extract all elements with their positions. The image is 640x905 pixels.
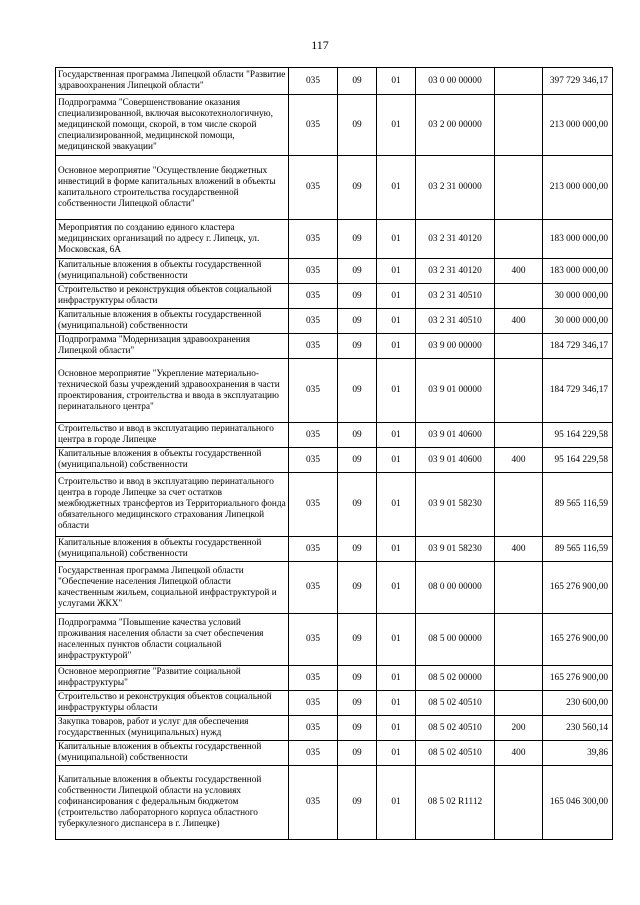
- row-name: Закупка товаров, работ и услуг для обеспечения государственных (муниципальных) нужд: [56, 716, 289, 741]
- page-number: 117: [311, 38, 329, 52]
- section-code: 09: [338, 359, 377, 423]
- amount: 184 729 346,17: [543, 359, 613, 423]
- table-row: [56, 716, 613, 741]
- section-code: 09: [338, 448, 377, 473]
- ministry-code: 035: [289, 537, 338, 562]
- section-code: 09: [338, 716, 377, 741]
- section-code: 09: [338, 666, 377, 691]
- expense-type-code: [495, 359, 543, 423]
- amount: 165 276 900,00: [543, 614, 613, 666]
- row-name: Капитальные вложения в объекты государственной (муниципальной) собственности: [56, 259, 289, 284]
- target-code: 03 9 01 58230: [416, 537, 495, 562]
- ministry-code: 035: [289, 473, 338, 537]
- expense-type-code: [495, 666, 543, 691]
- table-row: [56, 95, 613, 156]
- table-row: [56, 423, 613, 448]
- row-name: Строительство и ввод в эксплуатацию перинатального центра в городе Липецке: [56, 423, 289, 448]
- subsection-code: 01: [377, 156, 416, 220]
- target-code: 08 0 00 00000: [416, 562, 495, 614]
- ministry-code: 035: [289, 68, 338, 95]
- table-row: [56, 448, 613, 473]
- amount: 213 000 000,00: [543, 156, 613, 220]
- amount: 39,86: [543, 741, 613, 766]
- expense-type-code: [495, 284, 543, 309]
- section-code: 09: [338, 259, 377, 284]
- subsection-code: 01: [377, 448, 416, 473]
- row-name: Государственная программа Липецкой области "Обеспечение населения Липецкой области качественным жильем, социальной инфраструктурой и услугами ЖКХ": [56, 562, 289, 614]
- section-code: 09: [338, 156, 377, 220]
- amount: 30 000 000,00: [543, 284, 613, 309]
- budget-table-body: [56, 68, 613, 840]
- row-name: Строительство и ввод в эксплуатацию перинатального центра в городе Липецке за счет остатков межбюджетных трансфертов из Территориального фонда обязательного медицинского страхования Липецкой области: [56, 473, 289, 537]
- target-code: 03 2 31 40120: [416, 220, 495, 259]
- subsection-code: 01: [377, 741, 416, 766]
- subsection-code: 01: [377, 284, 416, 309]
- expense-type-code: 400: [495, 448, 543, 473]
- section-code: 09: [338, 284, 377, 309]
- subsection-code: 01: [377, 259, 416, 284]
- ministry-code: 035: [289, 220, 338, 259]
- subsection-code: 01: [377, 220, 416, 259]
- row-name: Подпрограмма "Модернизация здравоохранения Липецкой области": [56, 334, 289, 359]
- subsection-code: 01: [377, 68, 416, 95]
- ministry-code: 035: [289, 666, 338, 691]
- section-code: 09: [338, 691, 377, 716]
- row-name: Мероприятия по созданию единого кластера медицинских организаций по адресу г. Липецк, ул. Московская, 6А: [56, 220, 289, 259]
- ministry-code: 035: [289, 423, 338, 448]
- subsection-code: 01: [377, 334, 416, 359]
- expense-type-code: [495, 95, 543, 156]
- amount: 230 560,14: [543, 716, 613, 741]
- ministry-code: 035: [289, 614, 338, 666]
- row-name: Капитальные вложения в объекты государственной (муниципальной) собственности: [56, 537, 289, 562]
- section-code: 09: [338, 309, 377, 334]
- target-code: 08 5 02 40510: [416, 741, 495, 766]
- row-name: Подпрограмма "Повышение качества условий проживания населения области за счет обеспечения населенных пунктов области социальной инфраструктурой": [56, 614, 289, 666]
- table-row: [56, 68, 613, 95]
- section-code: 09: [338, 423, 377, 448]
- target-code: 03 2 31 40510: [416, 284, 495, 309]
- row-name: Капитальные вложения в объекты государственной собственности Липецкой области на условиях софинансирования с федеральным бюджетом (строительство лабораторного корпуса областного туберкулезного диспансера в г. Липецке): [56, 766, 289, 840]
- expense-type-code: 200: [495, 716, 543, 741]
- expense-type-code: [495, 614, 543, 666]
- table-row: [56, 359, 613, 423]
- amount: 397 729 346,17: [543, 68, 613, 95]
- target-code: 03 2 31 00000: [416, 156, 495, 220]
- table-row: [56, 259, 613, 284]
- expense-type-code: [495, 220, 543, 259]
- target-code: 03 9 01 58230: [416, 473, 495, 537]
- expense-type-code: [495, 423, 543, 448]
- expense-type-code: [495, 334, 543, 359]
- amount: 95 164 229,58: [543, 448, 613, 473]
- subsection-code: 01: [377, 666, 416, 691]
- table-row: [56, 614, 613, 666]
- table-row: [56, 334, 613, 359]
- amount: 184 729 346,17: [543, 334, 613, 359]
- target-code: 03 2 00 00000: [416, 95, 495, 156]
- section-code: 09: [338, 537, 377, 562]
- budget-table: [55, 67, 613, 840]
- table-row: [56, 562, 613, 614]
- section-code: 09: [338, 220, 377, 259]
- amount: 89 565 116,59: [543, 473, 613, 537]
- target-code: 08 5 02 R1112: [416, 766, 495, 840]
- ministry-code: 035: [289, 359, 338, 423]
- target-code: 08 5 02 40510: [416, 691, 495, 716]
- amount: 89 565 116,59: [543, 537, 613, 562]
- target-code: 03 9 00 00000: [416, 334, 495, 359]
- table-row: [56, 537, 613, 562]
- subsection-code: 01: [377, 359, 416, 423]
- subsection-code: 01: [377, 562, 416, 614]
- table-row: [56, 156, 613, 220]
- subsection-code: 01: [377, 537, 416, 562]
- ministry-code: 035: [289, 741, 338, 766]
- row-name: Основное мероприятие "Развитие социальной инфраструктуры": [56, 666, 289, 691]
- target-code: 03 9 01 40600: [416, 448, 495, 473]
- table-row: [56, 766, 613, 840]
- amount: 165 276 900,00: [543, 562, 613, 614]
- expense-type-code: [495, 766, 543, 840]
- target-code: 03 0 00 00000: [416, 68, 495, 95]
- ministry-code: 035: [289, 766, 338, 840]
- ministry-code: 035: [289, 691, 338, 716]
- ministry-code: 035: [289, 309, 338, 334]
- target-code: 03 2 31 40120: [416, 259, 495, 284]
- section-code: 09: [338, 766, 377, 840]
- table-row: [56, 473, 613, 537]
- row-name: Государственная программа Липецкой области "Развитие здравоохранения Липецкой области": [56, 68, 289, 95]
- amount: 213 000 000,00: [543, 95, 613, 156]
- expense-type-code: [495, 562, 543, 614]
- subsection-code: 01: [377, 614, 416, 666]
- row-name: Основное мероприятие "Осуществление бюджетных инвестиций в форме капитальных вложений в объекты капитального строительства государственной собственности Липецкой области": [56, 156, 289, 220]
- ministry-code: 035: [289, 334, 338, 359]
- expense-type-code: 400: [495, 537, 543, 562]
- section-code: 09: [338, 614, 377, 666]
- expense-type-code: [495, 68, 543, 95]
- subsection-code: 01: [377, 691, 416, 716]
- ministry-code: 035: [289, 156, 338, 220]
- table-row: [56, 284, 613, 309]
- expense-type-code: 400: [495, 259, 543, 284]
- expense-type-code: 400: [495, 309, 543, 334]
- amount: 165 276 900,00: [543, 666, 613, 691]
- table-row: [56, 220, 613, 259]
- target-code: 08 5 02 40510: [416, 716, 495, 741]
- row-name: Капитальные вложения в объекты государственной (муниципальной) собственности: [56, 741, 289, 766]
- section-code: 09: [338, 562, 377, 614]
- table-row: [56, 309, 613, 334]
- section-code: 09: [338, 95, 377, 156]
- table-row: [56, 741, 613, 766]
- table-row: [56, 666, 613, 691]
- subsection-code: 01: [377, 473, 416, 537]
- table-row: [56, 691, 613, 716]
- target-code: 03 9 01 00000: [416, 359, 495, 423]
- amount: 30 000 000,00: [543, 309, 613, 334]
- expense-type-code: [495, 473, 543, 537]
- subsection-code: 01: [377, 716, 416, 741]
- section-code: 09: [338, 68, 377, 95]
- section-code: 09: [338, 334, 377, 359]
- target-code: 08 5 00 00000: [416, 614, 495, 666]
- amount: 183 000 000,00: [543, 220, 613, 259]
- ministry-code: 035: [289, 716, 338, 741]
- subsection-code: 01: [377, 309, 416, 334]
- section-code: 09: [338, 473, 377, 537]
- ministry-code: 035: [289, 562, 338, 614]
- subsection-code: 01: [377, 423, 416, 448]
- target-code: 03 2 31 40510: [416, 309, 495, 334]
- target-code: 08 5 02 00000: [416, 666, 495, 691]
- expense-type-code: 400: [495, 741, 543, 766]
- row-name: Строительство и реконструкция объектов социальной инфраструктуры области: [56, 284, 289, 309]
- amount: 95 164 229,58: [543, 423, 613, 448]
- target-code: 03 9 01 40600: [416, 423, 495, 448]
- subsection-code: 01: [377, 95, 416, 156]
- row-name: Основное мероприятие "Укрепление материально-технической базы учреждений здравоохранения в части проектирования, строительства и ввода в эксплуатацию перинатального центра": [56, 359, 289, 423]
- row-name: Капитальные вложения в объекты государственной (муниципальной) собственности: [56, 309, 289, 334]
- row-name: Подпрограмма "Совершенствование оказания специализированной, включая высокотехнологичную, медицинской помощи, скорой, в том числе скорой специализированной, медицинской помощи, медицинской эвакуации": [56, 95, 289, 156]
- row-name: Капитальные вложения в объекты государственной (муниципальной) собственности: [56, 448, 289, 473]
- subsection-code: 01: [377, 766, 416, 840]
- amount: 183 000 000,00: [543, 259, 613, 284]
- amount: 165 046 300,00: [543, 766, 613, 840]
- expense-type-code: [495, 156, 543, 220]
- row-name: Строительство и реконструкция объектов социальной инфраструктуры области: [56, 691, 289, 716]
- ministry-code: 035: [289, 284, 338, 309]
- expense-type-code: [495, 691, 543, 716]
- amount: 230 600,00: [543, 691, 613, 716]
- section-code: 09: [338, 741, 377, 766]
- ministry-code: 035: [289, 259, 338, 284]
- ministry-code: 035: [289, 448, 338, 473]
- ministry-code: 035: [289, 95, 338, 156]
